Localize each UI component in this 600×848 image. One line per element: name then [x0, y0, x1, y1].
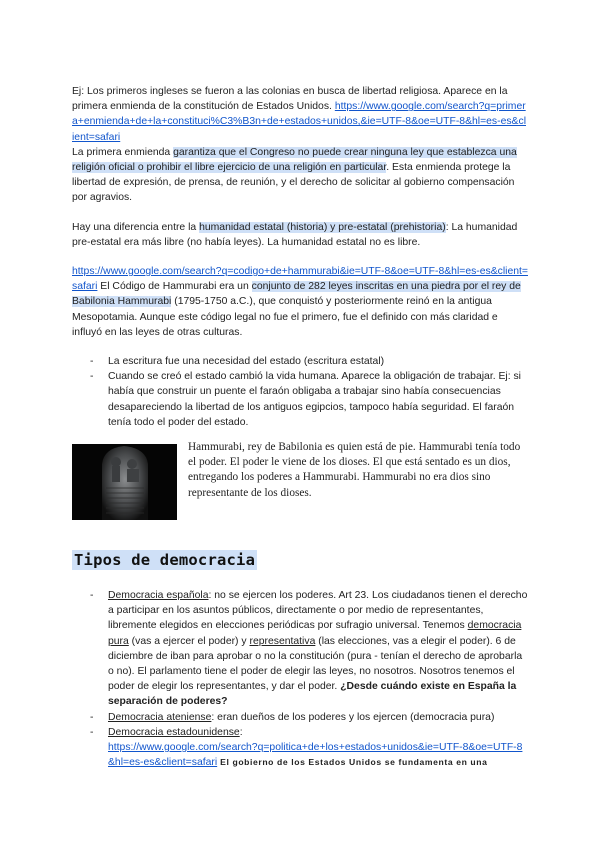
- term: representativa: [249, 635, 316, 647]
- text-span: : eran dueños de los poderes y los ejercen (democracia pura): [211, 711, 495, 723]
- highlighted-text: conjunto de 282 leyes inscritas en una piedra por el rey de Babilonia Hammurabi: [72, 281, 521, 308]
- term: Democracia estadounidense: [108, 726, 240, 738]
- text-span: Hay una diferencia entre la: [72, 221, 200, 233]
- document-body: [72, 84, 528, 771]
- text-span: El Código de Hammurabi era un: [97, 281, 252, 293]
- text-span: (1795-1750 a.C.), que conquistó y posteriormente reinó en la antigua Mesopotamia. Aunque este código legal no fue el primero, fue el definido con más claridad e influyó en las leyes de otras culturas.: [72, 296, 498, 338]
- question-text: ¿Desde cuándo existe en España la separación de poderes?: [108, 681, 517, 708]
- bold-text: El gobierno de los Estados Unidos se fundamenta en una: [217, 757, 488, 768]
- paragraph-hammurabi-code: [72, 264, 528, 340]
- link-codigo-hammurabi[interactable]: https://www.google.com/search?q=codigo+de+hammurabi&ie=UTF-8&oe=UTF-8&hl=es-es&client=safari: [72, 266, 528, 293]
- highlighted-text: garantiza que el Congreso no puede crear ninguna ley que establezca una religión oficial o prohibir el libre ejercicio de una religión en particular: [72, 146, 517, 174]
- term: Democracia española: [108, 590, 209, 602]
- hammurabi-figure: [72, 440, 528, 520]
- paragraph-first-amendment: [72, 145, 528, 206]
- link-primera-enmienda[interactable]: https://www.google.com/search?q=primera+enmienda+de+la+constituci%C3%B3n+de+estados+unidos,&ie=UTF-8&oe=UTF-8&hl=es-es&client=safari: [72, 101, 526, 143]
- text-span: (vas a ejercer el poder) y: [128, 635, 250, 647]
- text-span: . Esta enmienda protege la libertad de expresión, de prensa, de reunión, y el derecho de solicitar al gobierno compensación por agravios.: [72, 162, 515, 204]
- text-span: : La humanidad pre-estatal era más libre (no había leyes). La humanidad estatal no es libre.: [72, 221, 518, 248]
- term: democracia pura: [108, 620, 522, 647]
- list-item-democracia-estadounidense: [72, 725, 528, 771]
- paragraph-religious-freedom: [72, 84, 528, 145]
- list-item-democracia-ateniense: [72, 710, 528, 725]
- bullet-list-state: [72, 354, 528, 430]
- text-span: La primera enmienda: [72, 146, 174, 158]
- section-heading: Tipos de democracia: [74, 551, 256, 570]
- link-politica-eeuu[interactable]: https://www.google.com/search?q=politica+de+los+estados+unidos&ie=UTF-8&oe=UTF-8&hl=es-es&client=safari: [108, 742, 523, 769]
- hammurabi-stele-image: [72, 444, 177, 520]
- paragraph-text: Ej: Los primeros ingleses se fueron a las colonias en busca de libertad religiosa. Aparece en la primera enmienda de la constitución de Estados Unidos.: [72, 86, 508, 113]
- text-span: (las elecciones, vas a elegir el poder). 6 de diciembre de iban para aprobar o no la constitución (pura - tenían el derecho de aprobarla o no). El parlamento tiene el poder de elegir las leyes, no nosotros. Nosotros tenemos el poder de elegir los representantes, y dar el poder.: [108, 635, 523, 693]
- figure-caption: Hammurabi, rey de Babilonia es quien está de pie. Hammurabi tenía todo el poder. El poder le viene de los dioses. El que está sentado es un dios, entregando los poderes a Hammurabi. Hammurabi no era dios sino representante de los dioses.: [188, 441, 521, 499]
- paragraph-humanity: [72, 220, 528, 250]
- list-item-democracia-espanola: [72, 588, 528, 710]
- list-item: - Cuando se creó el estado cambió la vida humana. Aparece la obligación de trabajar. Ej: si había que construir un puente el faraón obligaba a trabajar sino había consecuencias desapareciendo la libertad de los antiguos egipcios, tampoco había seguridad. El faraón tenía todo el poder del estado.: [72, 369, 528, 430]
- highlighted-text: humanidad estatal (historia) y pre-estatal (prehistoria): [199, 221, 446, 233]
- term: Democracia ateniense: [108, 711, 212, 723]
- text-span: : no se ejercen los poderes. Art 23. Los ciudadanos tienen el derecho a participar en los asuntos públicos, directamente o por medio de representantes, libremente elegidos en elecciones periódicas por sufragio universal. Tenemos: [108, 590, 528, 632]
- bullet-list-democracy: [72, 588, 528, 770]
- list-item: - La escritura fue una necesidad del estado (escritura estatal): [72, 354, 528, 369]
- text-span: :: [239, 726, 243, 738]
